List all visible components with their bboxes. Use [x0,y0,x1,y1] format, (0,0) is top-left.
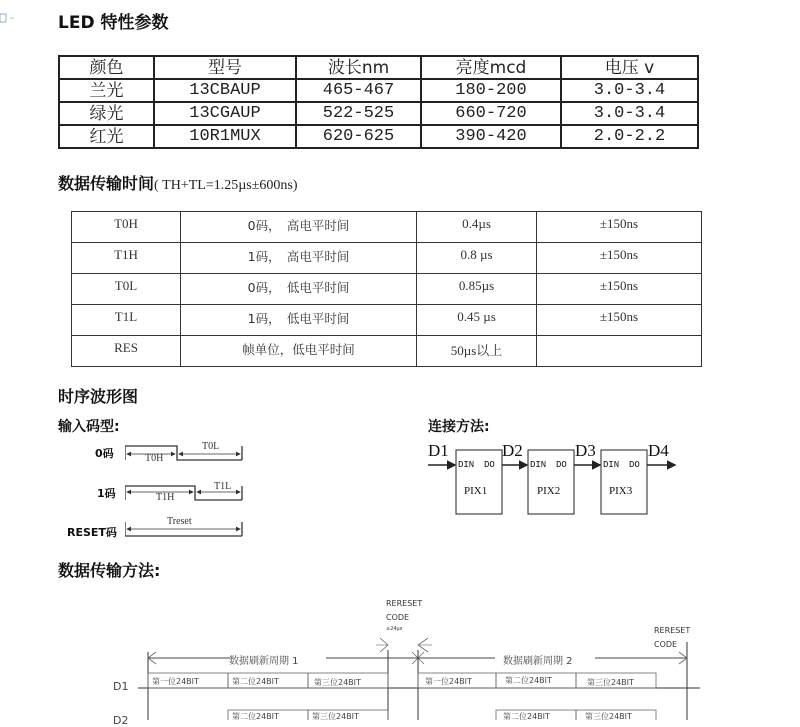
signal-d1: D1 [428,441,449,460]
cell-voltage: 2.0-2.2 [561,125,698,148]
cell-model: 13CGAUP [154,102,296,125]
period-1-label: 数据刷新周期 1 [229,656,299,667]
pix3-din: DIN [603,460,620,470]
d2-c2-bit2: 第二位24BIT [503,712,550,721]
signal-d4: D4 [648,441,669,460]
cell-symbol: T1L [72,305,181,336]
t1l-label: T1L [214,481,232,492]
doc-outline-icon [0,12,18,24]
cell-voltage: 3.0-3.4 [561,102,698,125]
code-0-label: 0码 [95,447,114,460]
header-wavelength: 波长nm [296,56,421,79]
table-row [72,212,702,243]
timing-section-heading [58,171,298,194]
cell-tolerance: ±150ns [537,243,702,274]
table-row [72,336,702,367]
table-header-row [59,56,698,79]
d2-c1-bit3: 第三位24BIT [312,712,359,721]
timing-formula: ( TH+TL=1.25µs±600ns) [154,178,298,193]
pix1-do: DO [484,460,495,470]
input-code-title: 输入码型: [58,419,120,435]
cell-time: 0.8 µs [417,243,537,274]
cell-time: 50µs以上 [417,336,537,367]
table-row [59,79,698,102]
code-reset-label: RESET码 [67,526,117,539]
cell-brightness: 180-200 [421,79,561,102]
cell-voltage: 3.0-3.4 [561,79,698,102]
transfer-section-title: 数据传输方法: [58,561,161,580]
cell-color: 红光 [59,125,154,148]
cell-wavelength: 620-625 [296,125,421,148]
pix1-name: PIX1 [464,485,488,497]
d2-c1-bit2: 第二位24BIT [232,712,279,721]
waveform-section-title: 时序波形图 [58,387,139,406]
cell-tolerance: ±150ns [537,212,702,243]
t0l-label: T0L [202,441,220,452]
pix1-din: DIN [458,460,475,470]
led-parameters-table [58,55,699,149]
period-2-label: 数据刷新周期 2 [503,656,573,667]
t0h-label: T0H [145,453,164,464]
cell-description: 帧单位，低电平时间 [181,336,417,367]
cell-symbol: T0L [72,274,181,305]
signal-d3: D3 [575,441,596,460]
reset-code-1-line1: RERESET [386,599,423,608]
code-1-label: 1码 [97,487,116,500]
connection-diagram [425,445,685,520]
d2-label: D2 [113,714,129,727]
table-row [72,305,702,336]
d2-c2-bit3: 第三位24BIT [585,712,632,721]
table-row [59,102,698,125]
d1-c1-bit1: 第一位24BIT [152,677,199,686]
timing-table [71,211,702,367]
treset-label: Treset [167,516,192,527]
cell-tolerance: ±150ns [537,274,702,305]
pix2-do: DO [556,460,567,470]
d1-c2-bit2: 第二位24BIT [505,676,552,685]
cell-brightness: 660-720 [421,102,561,125]
cell-symbol: RES [72,336,181,367]
header-model: 型号 [154,56,296,79]
cell-time: 0.4µs [417,212,537,243]
pix3-name: PIX3 [609,485,633,497]
t1h-label: T1H [156,492,175,503]
cell-description: 1码， 低电平时间 [181,305,417,336]
cell-time: 0.85µs [417,274,537,305]
reset-code-2 [654,624,690,652]
cell-model: 13CBAUP [154,79,296,102]
cell-wavelength: 522-525 [296,102,421,125]
reset-code-2-line1: RERESET [654,626,691,635]
d1-c2-bit1: 第一位24BIT [425,677,472,686]
d1-c1-bit3: 第三位24BIT [314,678,361,687]
header-brightness: 亮度mcd [421,56,561,79]
pix2-din: DIN [530,460,547,470]
header-color: 颜色 [59,56,154,79]
cell-description: 1码， 高电平时间 [181,243,417,274]
table-row [72,274,702,305]
cell-symbol: T0H [72,212,181,243]
cell-tolerance: ±150ns [537,305,702,336]
cell-time: 0.45 µs [417,305,537,336]
pix2-name: PIX2 [537,485,561,497]
table-row [59,125,698,148]
cell-model: 10R1MUX [154,125,296,148]
cell-description: 0码， 低电平时间 [181,274,417,305]
pix3-do: DO [629,460,640,470]
connection-title: 连接方法: [428,419,490,435]
d1-label: D1 [113,680,129,693]
reset-code-1-line3: ≥24µs [386,626,403,632]
d1-c2-bit3: 第三位24BIT [587,678,634,687]
cell-symbol: T1H [72,243,181,274]
cell-color: 兰光 [59,79,154,102]
cell-brightness: 390-420 [421,125,561,148]
reset-code-1-line2: CODE [386,613,410,622]
cell-wavelength: 465-467 [296,79,421,102]
reset-code-1 [386,597,422,633]
header-voltage: 电压 v [561,56,698,79]
d1-c1-bit2: 第二位24BIT [232,677,279,686]
timing-section-title: 数据传输时间 [58,174,155,193]
led-section-title: LED 特性参数 [58,13,169,33]
cell-tolerance [537,336,702,367]
reset-code-2-line2: CODE [654,640,678,649]
signal-d2: D2 [502,441,523,460]
cell-color: 绿光 [59,102,154,125]
table-row [72,243,702,274]
code-0-waveform [125,446,242,460]
cell-description: 0码， 高电平时间 [181,212,417,243]
